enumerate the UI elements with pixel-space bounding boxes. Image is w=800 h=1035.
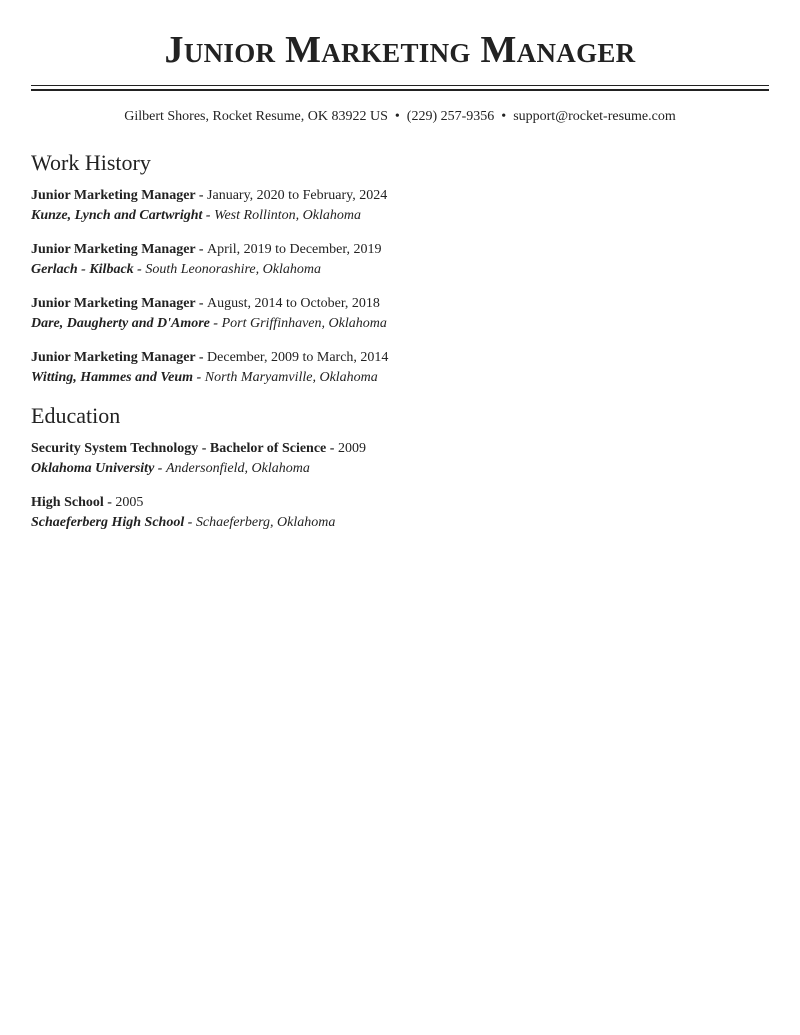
education-school-line: [31, 459, 769, 479]
work-location: Port Griffinhaven, Oklahoma: [221, 315, 387, 331]
resume-title: Junior Marketing Manager: [164, 29, 636, 71]
work-company: Dare, Daugherty and D'Amore: [31, 315, 210, 331]
dash-separator: -: [154, 460, 166, 476]
work-entry-line: [31, 348, 769, 368]
work-dates: April, 2019 to December, 2019: [207, 242, 382, 257]
dash-separator: -: [202, 207, 215, 223]
work-entry: [31, 186, 769, 225]
header-divider-thick: [31, 89, 769, 91]
dash-separator: -: [195, 296, 208, 311]
work-company-line: [31, 206, 769, 226]
dash-separator: -: [326, 441, 338, 456]
contact-address: Gilbert Shores, Rocket Resume, OK 83922 US: [124, 109, 388, 124]
work-role: Junior Marketing Manager: [31, 350, 196, 365]
contact-separator: •: [394, 109, 400, 124]
education-school-line: [31, 513, 769, 533]
work-company: Gerlach - Kilback: [31, 261, 134, 277]
education-entry: [31, 493, 769, 532]
contact-phone: (229) 257-9356: [406, 109, 495, 124]
education-school: Oklahoma University: [31, 460, 155, 476]
work-company-line: [31, 368, 769, 388]
education-degree: Security System Technology - Bachelor of Science: [31, 441, 327, 456]
education-location: Andersonfield, Oklahoma: [165, 460, 310, 476]
work-dates: January, 2020 to February, 2024: [207, 188, 388, 203]
dash-separator: -: [103, 495, 116, 510]
work-company: Kunze, Lynch and Cartwright: [31, 207, 203, 223]
work-role: Junior Marketing Manager: [31, 296, 196, 311]
dash-separator: -: [133, 261, 146, 277]
education-year: 2009: [337, 441, 366, 456]
dash-separator: -: [195, 242, 208, 257]
work-role: Junior Marketing Manager: [31, 188, 196, 203]
header-divider-thin: [31, 85, 769, 86]
education-heading: Education: [31, 403, 121, 428]
work-company-line: [31, 314, 769, 334]
work-role: Junior Marketing Manager: [31, 242, 196, 257]
dash-separator: -: [195, 350, 208, 365]
work-entry-line: [31, 240, 769, 260]
dash-separator: -: [193, 369, 205, 385]
work-entry-line: [31, 294, 769, 314]
work-entry: [31, 240, 769, 279]
dash-separator: -: [195, 188, 208, 203]
education-year: 2005: [115, 495, 144, 510]
education-degree-line: [31, 439, 769, 459]
work-location: North Maryamville, Oklahoma: [204, 369, 378, 385]
work-entry-line: [31, 186, 769, 206]
work-entry: [31, 348, 769, 387]
education-degree-line: [31, 493, 769, 513]
education-school: Schaeferberg High School: [31, 514, 185, 530]
work-dates: August, 2014 to October, 2018: [207, 296, 380, 311]
work-location: South Leonorashire, Oklahoma: [145, 261, 321, 277]
work-entry: [31, 294, 769, 333]
education-location: Schaeferberg, Oklahoma: [195, 514, 336, 530]
work-history-heading: Work History: [31, 150, 151, 175]
contact-email: support@rocket-resume.com: [513, 109, 676, 124]
contact-line: [31, 108, 769, 126]
dash-separator: -: [209, 315, 222, 331]
education-entry: [31, 439, 769, 478]
work-dates: December, 2009 to March, 2014: [207, 350, 389, 365]
education-degree: High School: [31, 495, 104, 510]
work-company-line: [31, 260, 769, 280]
work-location: West Rollinton, Oklahoma: [214, 207, 361, 223]
dash-separator: -: [184, 514, 196, 530]
work-company: Witting, Hammes and Veum: [31, 369, 194, 385]
contact-separator: •: [501, 109, 507, 124]
